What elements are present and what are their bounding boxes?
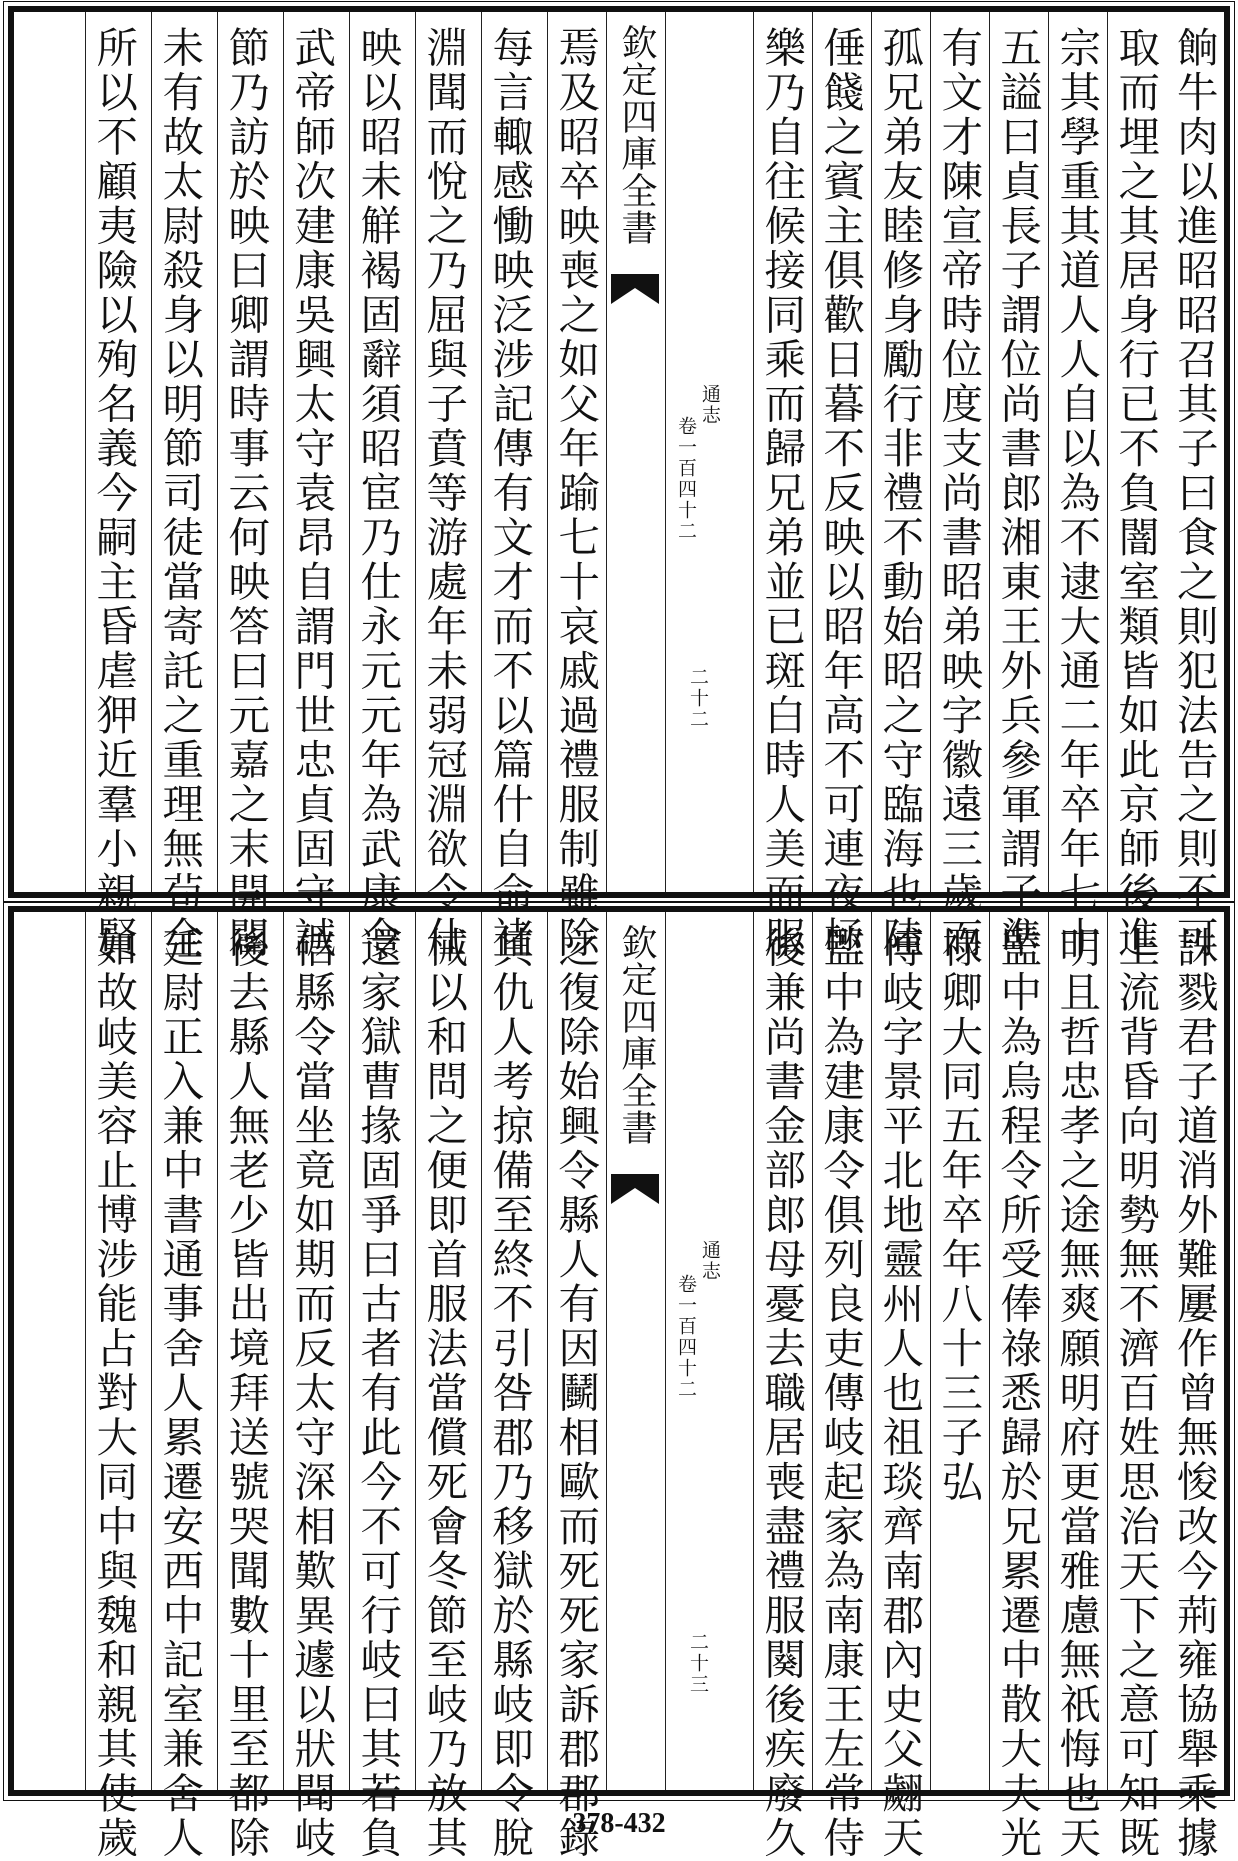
text-column [85, 12, 141, 961]
column-text: 後兼尚書金部郎母憂去職居喪盡禮服闋後疾廢久 [757, 926, 807, 1861]
text-column [481, 12, 537, 961]
text-column [481, 912, 537, 1861]
center-fold-column [606, 912, 753, 1790]
collection-title: 欽定四庫全書 [616, 24, 657, 246]
text-column [753, 912, 809, 1861]
column-text: 倕餞之賓主俱歡日暮不反映以昭年高不可連夜極 [816, 26, 866, 961]
text-column [1048, 12, 1104, 961]
column-text: 其仇人考掠備至終不引咎郡乃移獄於縣岐即令脫 [485, 926, 535, 1861]
column-text: 監中為烏程令所受俸祿悉歸於兄累遷中散大夫光 [993, 926, 1043, 1861]
text-column [283, 12, 339, 961]
text-column [871, 12, 927, 961]
column-text: 祿卿大同五年卒年八十三子弘 [934, 926, 984, 1505]
text-column [812, 912, 868, 1861]
text-column [812, 12, 868, 961]
page-number: 378-432 [572, 1808, 666, 1839]
column-text: 淵聞而悅之乃屈與子賁等游處年未弱冠淵欲令仕 [419, 26, 469, 961]
center-fold-column [606, 12, 753, 892]
column-text: 明且哲忠孝之途無爽願明府更當雅慮無祇悔也天 [1052, 926, 1102, 1861]
text-column [1166, 912, 1222, 1861]
text-column [547, 12, 603, 961]
column-text: 未有故太尉殺身以明節司徒當寄託之重理無茍全 [155, 26, 205, 961]
column-text: 餉牛肉以進昭昭召其子曰食之則犯法告之則不可 [1169, 26, 1219, 961]
column-text: 孤兄弟友睦修身勵行非禮不動始昭之守臨海也陸 [875, 26, 925, 961]
text-column [1166, 12, 1222, 961]
upper-text-columns [14, 12, 1224, 961]
text-column [217, 12, 273, 961]
column-text: 武帝師次建康吳興太守袁昂自謂門世忠貞固守誠 [287, 26, 337, 961]
fold-meta-strip [665, 912, 755, 1790]
column-text: 傅岐字景平北地靈州人也祖琰齊南郡內史父翽天 [875, 926, 925, 1861]
column-text: 信縣令當坐竟如期而反太守深相歎異遽以狀聞岐 [287, 926, 337, 1861]
text-column [930, 12, 986, 961]
column-text: 廷尉正入兼中書通事舍人累遷安西中記室兼舍人 [155, 926, 205, 1861]
leaf-number: 二十三 [687, 1632, 709, 1695]
text-column [85, 912, 141, 1861]
text-column [151, 912, 207, 1861]
column-text: 樂乃自往候接同乘而歸兄弟並已斑白時人美而服 [757, 26, 807, 961]
collection-title: 欽定四庫全書 [616, 924, 657, 1146]
column-text: 五謚曰貞長子謂位尚書郎湘東王外兵參軍謂子準 [993, 26, 1043, 961]
column-text: 誅戮君子道消外難屢作曾無悛改今荊雍協舉乘據 [1169, 926, 1219, 1861]
column-text: 映以昭未觧褐固辭須昭宦乃仕永元元年為武康令 [353, 26, 403, 961]
text-column [151, 12, 207, 961]
text-column [753, 12, 809, 961]
column-text: 還家獄曹掾固爭曰古者有此今不可行岐曰其若負 [353, 926, 403, 1861]
column-text: 節乃訪於映曰卿謂時事云何映答曰元嘉之末開闢 [221, 26, 271, 961]
column-text: 之復除始興令縣人有因鬭相歐而死死家訴郡郡錄 [551, 926, 601, 1861]
text-column [415, 912, 471, 1861]
text-column [283, 912, 339, 1861]
column-text: 有文才陳宣帝時位度支尚書昭弟映字徽遠三歲而 [934, 26, 984, 961]
fishtail-mark [611, 1174, 659, 1204]
fold-meta-strip [665, 12, 755, 892]
text-column [1107, 12, 1163, 961]
column-text: 後去縣人無老少皆出境拜送號哭聞數十里至都除 [221, 926, 271, 1861]
column-text: 所以不顧夷險以殉名義今嗣主昏虐狎近羣小親賢 [89, 26, 139, 961]
text-column [349, 12, 405, 961]
text-column [1107, 912, 1163, 1861]
leaf-number: 二十二 [687, 667, 709, 730]
text-column [217, 912, 273, 1861]
column-text: 械以和問之便即首服法當償死會冬節至岐乃放其 [419, 926, 469, 1861]
book-title: 通志 [699, 1240, 721, 1282]
text-column [871, 912, 927, 1861]
volume-label: 卷一百四十二 [675, 1274, 697, 1400]
column-text: 如故岐美容止博涉能占對大同中與魏和親其使歲 [89, 926, 139, 1861]
column-text: 每言輙感慟映泛涉記傳有文才而不以篇什自命褚 [485, 26, 535, 961]
book-title: 通志 [699, 384, 721, 426]
fold-title-strip [607, 12, 665, 892]
fold-title-strip [607, 912, 665, 1790]
text-column [989, 12, 1045, 961]
column-text: 焉及昭卒映喪之如父年踰七十哀戚過禮服制雖除 [551, 26, 601, 961]
text-column [989, 912, 1045, 1861]
volume-label: 卷一百四十二 [675, 416, 697, 542]
column-text: 取而埋之其居身行已不負闇室類皆如此京師後進 [1111, 26, 1161, 961]
text-column [1048, 912, 1104, 1861]
column-text: 上流背昏向明勢無不濟百姓思治天下之意可知既 [1111, 926, 1161, 1861]
text-column [415, 12, 471, 961]
text-column [349, 912, 405, 1861]
column-text: 宗其學重其道人人自以為不逮大通二年卒年七十 [1052, 26, 1102, 961]
fishtail-mark [611, 274, 659, 304]
upper-page-frame [8, 6, 1230, 961]
text-column [547, 912, 603, 1861]
column-text: 監中為建康令俱列良吏傳岐起家為南康王左常侍 [816, 926, 866, 1861]
text-column [930, 912, 986, 1790]
